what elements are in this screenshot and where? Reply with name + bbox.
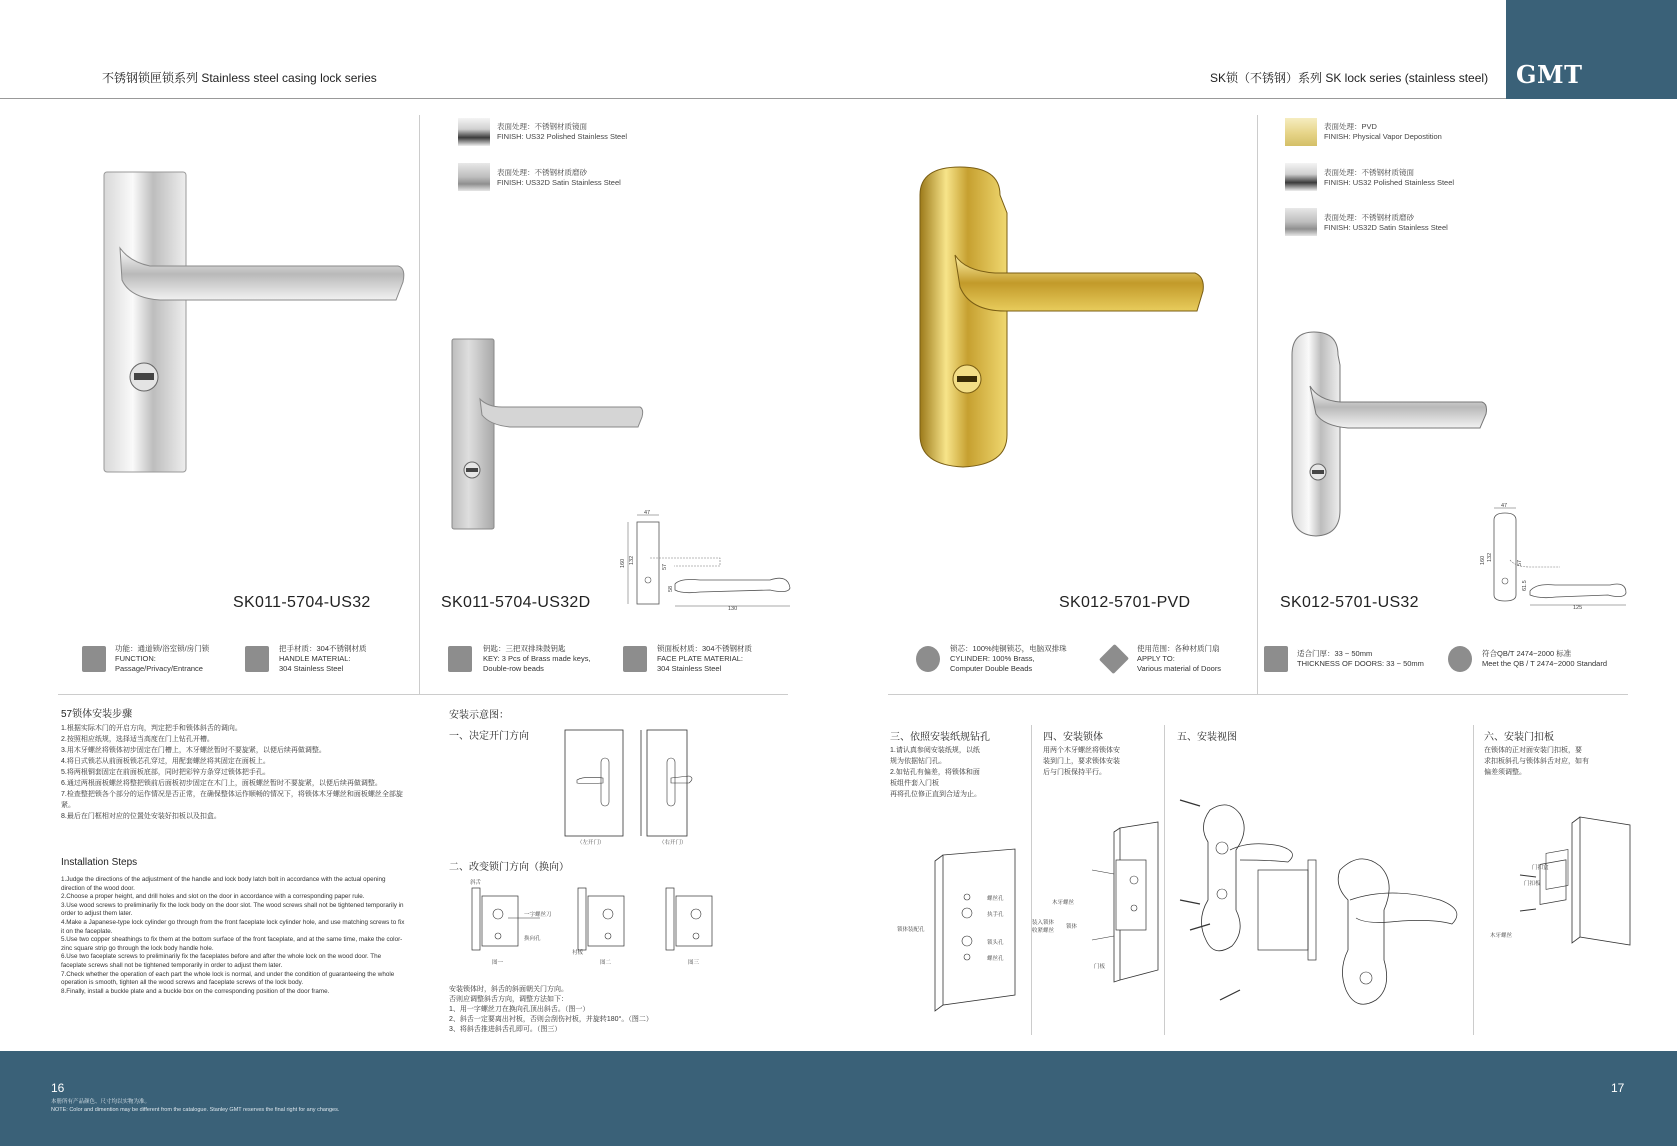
svg-text:47: 47	[1501, 503, 1508, 509]
latch-notes: 安装锁体时，斜舌的斜面朝关门方向。 否则应调整斜舌方向，调整方法如下： 1、用一字螺丝刀在换向孔顶出斜舌。（图一） 2、斜舌一定要离出衬板，否则会刮伤衬板，并旋转180°。（图二） 3、将斜舌推进斜舌孔即可。（图三）	[449, 986, 653, 1033]
page-number-left: 16	[51, 1081, 65, 1095]
svg-text:螺丝孔: 螺丝孔	[987, 956, 1004, 962]
svg-text:门板: 门板	[1094, 964, 1106, 970]
left-header-title: 不锈钢锁匣锁系列 Stainless steel casing lock series	[102, 71, 377, 85]
spec-door-thickness: 适合门厚：33 ~ 50mm THICKNESS OF DOORS: 33 ~ 50mm	[1297, 649, 1424, 668]
step3-text: 1.请认真参阅安装纸规，以纸 规为依据钻门孔。 2.如钻孔有偏差，将锁体和面 板组件套入门板 再将孔位修正直到合适为止。	[890, 747, 981, 798]
product-model-4: SK012-5701-US32	[1280, 594, 1419, 611]
spec-handle-material: 把手材质：304不锈钢材质 HANDLE MATERIAL: 304 Stainless Steel	[279, 644, 367, 673]
finish-left-1: 表面处理：不锈钢材质镜面 FINISH: US32 Polished Stainless Steel	[497, 122, 628, 141]
svg-text:132: 132	[1487, 552, 1493, 562]
divider-specs-left	[58, 694, 788, 695]
spec-function: 功能：通道锁/浴室锁/房门锁 FUNCTION: Passage/Privacy/Entrance	[115, 644, 210, 673]
svg-text:57: 57	[1517, 559, 1523, 566]
finish-right-3: 表面处理：不锈钢材质磨砂 FINISH: US32D Satin Stainless Steel	[1324, 213, 1448, 232]
svg-text:收紧螺丝: 收紧螺丝	[1032, 928, 1055, 934]
product-model-3: SK012-5701-PVD	[1059, 594, 1191, 611]
dimension-drawing-right	[1480, 505, 1630, 610]
apply-icon	[1099, 644, 1129, 674]
svg-text:木牙螺丝: 木牙螺丝	[1052, 900, 1075, 906]
door-direction-diagram	[563, 728, 713, 846]
svg-text:160: 160	[620, 558, 626, 568]
install-lockbody-diagram	[1030, 820, 1160, 985]
svg-text:图二: 图二	[600, 960, 612, 966]
svg-text:一字螺丝刀: 一字螺丝刀	[524, 912, 552, 918]
gmt-logo: GMT	[1516, 60, 1583, 89]
svg-text:锁体装配孔: 锁体装配孔	[897, 927, 925, 933]
svg-text:螺丝孔: 螺丝孔	[987, 896, 1004, 902]
dimension-drawing-left	[620, 510, 800, 610]
handle-icon	[245, 646, 269, 672]
svg-text:160: 160	[1480, 555, 1486, 565]
install-cn-steps: 1.根据实际木门的开启方向，判定把手和锁体斜舌的调向。 2.按照相应纸规，选择适当高度在门上钻孔开槽。 3.用木牙螺丝将锁体初步固定在门槽上，木牙螺丝暂时不要旋紧，以便后续再做调整。 4.将日式锁芯从前面板锁芯孔穿过，用配套螺丝将其固定在面板上。 5.将两根铜套固定在前面板底部，同时把彩锌方条穿过锁体把手孔。 6.通过两根面板螺丝将整把锁前后面板初步固定在木门上，面板螺丝暂时不要旋紧，以便后续再做调整。 7.检查整把锁各个部分的运作情况是否正常，在确保整体运作顺畅的情况下，将锁体木牙螺丝和面板螺丝全部旋紧。 8.最后在门框相对应的位置处安装好扣板以及扣盒。	[61, 725, 403, 820]
product-image-sk012-pvd	[915, 165, 1215, 485]
svg-text:58: 58	[668, 585, 674, 592]
footer-note: 本册所有产品颜色、尺寸均以实物为准。 NOTE: Color and dimention may be different from the catalogue. Stanley GMT reserves the final right for any changes.	[51, 1099, 340, 1113]
product-image-sk011-us32	[100, 170, 420, 480]
spec-cylinder: 锁芯：100%纯铜锁芯，电脑双排珠 CYLINDER: 100% Brass, Computer Double Beads	[950, 644, 1067, 673]
exploded-view-diagram	[1170, 790, 1470, 1030]
svg-text:装入锁体: 装入锁体	[1032, 920, 1055, 926]
step6-title: 六、安装门扣板	[1484, 732, 1554, 743]
product-model-1: SK011-5704-US32	[233, 594, 371, 611]
svg-text:门扣盒: 门扣盒	[1532, 865, 1549, 871]
cylinder-icon	[916, 646, 940, 672]
svg-text:木牙螺丝: 木牙螺丝	[1490, 933, 1513, 939]
finish-swatch-polished-2	[1285, 163, 1317, 191]
step5-title: 五、安装视图	[1177, 732, 1237, 743]
svg-text:132: 132	[629, 555, 635, 565]
svg-text:57: 57	[662, 563, 668, 570]
spec-faceplate: 锁面板材质：304不锈钢材质 FACE PLATE MATERIAL: 304 Stainless Steel	[657, 644, 753, 673]
svg-text:（左开门）: （左开门）	[577, 840, 605, 846]
right-header-title: SK锁（不锈钢）系列 SK lock series (stainless steel)	[1210, 71, 1489, 85]
page-number-right: 17	[1611, 1081, 1625, 1095]
spec-apply-to: 使用范围：各种材质门扇 APPLY TO: Various material of Doors	[1137, 644, 1222, 673]
finish-swatch-polished	[458, 118, 490, 146]
svg-text:125: 125	[1573, 605, 1583, 611]
svg-text:门扣板: 门扣板	[1524, 881, 1541, 887]
svg-text:图一: 图一	[492, 960, 504, 966]
finish-right-2: 表面处理：不锈钢材质镜面 FINISH: US32 Polished Stainless Steel	[1324, 168, 1455, 187]
svg-text:锁体: 锁体	[1066, 924, 1078, 930]
svg-text:61.5: 61.5	[1522, 580, 1528, 591]
install-cn-title: 57锁体安装步骤	[61, 709, 133, 720]
step4-title: 四、安装锁体	[1043, 732, 1103, 743]
header-divider	[0, 98, 1506, 99]
step3-title: 三、依照安装纸规钻孔	[890, 732, 990, 743]
divider-step4	[1164, 725, 1165, 1035]
step1-title: 一、决定开门方向	[449, 731, 529, 742]
install-en-title: Installation Steps	[61, 857, 138, 868]
step2-title: 二、改变锁门方向（换向）	[449, 862, 569, 873]
divider-step5	[1473, 725, 1474, 1035]
svg-text:衬板: 衬板	[572, 950, 584, 956]
svg-text:锁头孔: 锁头孔	[987, 940, 1004, 946]
spec-standard: 符合QB/T 2474~2000 标准 Meet the QB / T 2474~2000 Standard	[1482, 649, 1608, 668]
svg-text:47: 47	[644, 510, 651, 516]
product-image-sk011-us32d	[450, 337, 650, 532]
divider-right-col	[1257, 115, 1258, 695]
diagram-title: 安装示意图：	[449, 710, 509, 721]
svg-text:130: 130	[728, 606, 738, 612]
product-model-2: SK011-5704-US32D	[441, 594, 591, 611]
svg-text:图三: 图三	[688, 960, 700, 966]
step6-text: 在锁体的正对面安装门扣板，要 求扣板斜孔与锁体斜舌对应，如有 偏差须调整。	[1484, 747, 1589, 776]
finish-swatch-pvd	[1285, 118, 1317, 146]
strike-plate-diagram	[1480, 815, 1630, 955]
svg-text:换向孔: 换向孔	[524, 936, 541, 942]
drill-template-diagram	[895, 845, 1025, 1015]
step4-text: 用两个木牙螺丝将锁体安 装到门上，要求锁体安装 后与门板保持平行。	[1043, 747, 1120, 776]
svg-text:执手孔: 执手孔	[987, 912, 1004, 918]
finish-swatch-satin-2	[1285, 208, 1317, 236]
svg-text:（右开门）: （右开门）	[659, 840, 687, 846]
latch-reverse-diagram	[468, 878, 728, 970]
finish-swatch-satin	[458, 163, 490, 191]
finish-left-2: 表面处理：不锈钢材质磨砂 FINISH: US32D Satin Stainless Steel	[497, 168, 621, 187]
install-en-steps: 1.Judge the directions of the adjustment of the handle and lock body latch bolt in accordance with the actual opening direction of the wood door. 2.Choose a proper height, and drill holes and slot on the door in accordance with a corresponding paper rule. 3.Use wood screws to preliminarily fix the lock body on the door slot. The wood screws shall not be tightened temporarily in order to adjust them later. 4.Make a Japanese-type lock cylinder go through from the front faceplate lock cylinder hole, and use matching screws to fix it on the faceplate. 5.Use two copper sheathings to fix them at the bottom surface of the front faceplate, and at the same time, make the color-zinc square strip go through the lock body handle hole. 6.Use two faceplate screws to preliminarily fix the faceplates before and after the whole lock on the wood door. The faceplate screws shall not be tightened temporarily in order to adjust them later. 7.Check whether the operation of each part the whole lock is normal, and under the condition of guaranteeing the whole operation is smooth, tighten all the wood screws and faceplate screws of the lock body. 8.Finally, install a buckle plate and a buckle box on the corresponding position of the door frame.	[61, 876, 405, 995]
product-image-sk012-us32	[1290, 330, 1490, 540]
svg-text:斜舌: 斜舌	[470, 880, 482, 886]
standard-icon	[1448, 646, 1472, 672]
faceplate-icon	[623, 646, 647, 672]
finish-right-1: 表面处理：PVD FINISH: Physical Vapor Depostition	[1324, 122, 1442, 141]
spec-key: 钥匙：三把双排珠鼓钥匙 KEY: 3 Pcs of Brass made keys, Double-row beads	[483, 644, 591, 673]
function-icon	[82, 646, 106, 672]
key-icon	[448, 646, 472, 672]
door-thickness-icon	[1264, 646, 1288, 672]
divider-specs-right	[888, 694, 1628, 695]
